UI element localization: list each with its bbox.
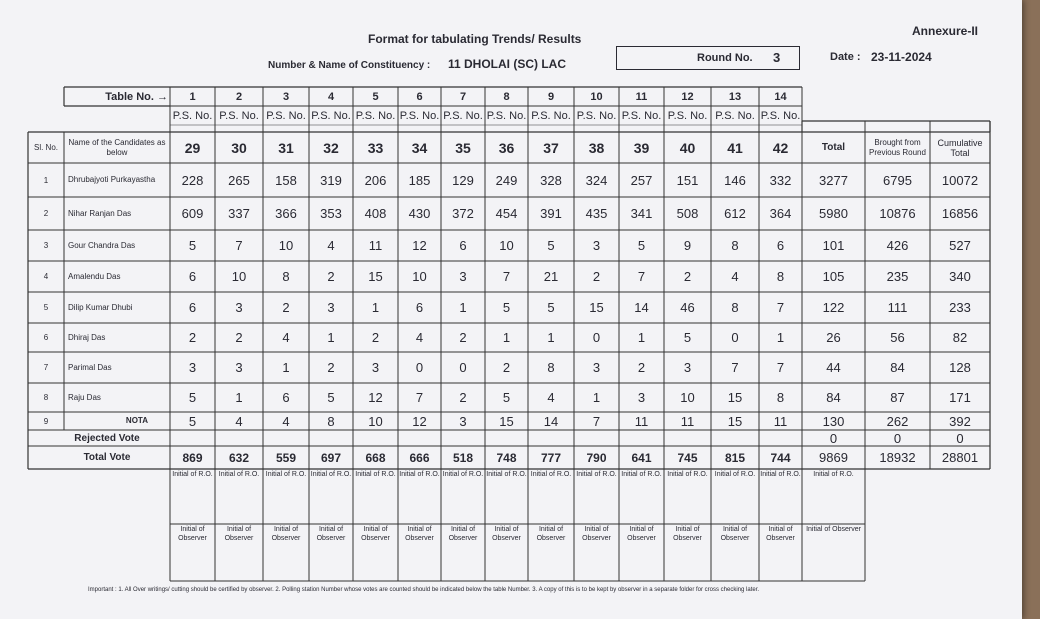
rejected-brought: 0 bbox=[893, 430, 902, 446]
row-total: 101 bbox=[822, 238, 845, 253]
vote-count: 7 bbox=[502, 269, 511, 284]
ps-no-label: P.S. No. bbox=[311, 109, 351, 122]
sl-no: 6 bbox=[43, 333, 49, 342]
table-number: 3 bbox=[282, 90, 290, 103]
vote-count: 6 bbox=[415, 300, 424, 315]
vote-count: 8 bbox=[547, 360, 555, 375]
initial-observer: Initial of Observer bbox=[361, 526, 390, 542]
constituency-label: Number & Name of Constituency : bbox=[268, 60, 431, 71]
row-total: 130 bbox=[822, 413, 845, 429]
table-number: 4 bbox=[327, 90, 335, 103]
table-total-vote: 559 bbox=[275, 450, 297, 465]
table-number: 7 bbox=[459, 90, 467, 103]
vote-count: 366 bbox=[275, 206, 297, 221]
row-total: 5980 bbox=[819, 206, 848, 221]
vote-count: 1 bbox=[502, 330, 511, 345]
vote-count: 5 bbox=[502, 300, 511, 315]
ps-number: 36 bbox=[498, 139, 515, 156]
vote-count: 337 bbox=[228, 206, 250, 221]
ps-number: 38 bbox=[588, 139, 605, 156]
vote-count: 10 bbox=[231, 269, 247, 284]
initial-ro: Initial of R.O. bbox=[310, 471, 352, 478]
vote-count: 3 bbox=[371, 360, 380, 375]
initial-ro: Initial of R.O. bbox=[442, 471, 484, 478]
brought-header: Brought from Previous Round bbox=[869, 137, 926, 157]
vote-count: 11 bbox=[634, 413, 649, 429]
vote-count: 8 bbox=[327, 413, 335, 429]
table-no-label: Table No. → bbox=[105, 90, 168, 103]
vote-count: 257 bbox=[630, 172, 653, 188]
cumulative-total: 527 bbox=[949, 238, 971, 253]
ps-no-label: P.S. No. bbox=[760, 109, 801, 122]
date-label: Date : bbox=[830, 51, 861, 63]
initial-ro: Initial of R.O. bbox=[265, 471, 307, 478]
grand-brought: 18932 bbox=[879, 450, 916, 465]
ps-no-label: P.S. No. bbox=[399, 109, 440, 122]
vote-count: 14 bbox=[634, 300, 649, 315]
total-vote-label: Total Vote bbox=[83, 452, 131, 463]
vote-count: 5 bbox=[547, 300, 555, 315]
table-number: 13 bbox=[728, 90, 742, 103]
vote-count: 5 bbox=[188, 413, 197, 429]
vote-count: 408 bbox=[364, 206, 387, 221]
brought-forward: 235 bbox=[886, 269, 909, 284]
annexure-label: Annexure-II bbox=[912, 24, 979, 38]
vote-count: 6 bbox=[188, 300, 197, 315]
vote-count: 15 bbox=[727, 390, 743, 405]
vote-count: 8 bbox=[776, 390, 785, 405]
candidate-name: Dilip Kumar Dhubi bbox=[68, 302, 133, 312]
ps-no-label: P.S. No. bbox=[576, 109, 617, 122]
vote-count: 151 bbox=[676, 172, 699, 188]
ps-no-label: P.S. No. bbox=[715, 109, 755, 122]
row-total: 122 bbox=[822, 300, 845, 315]
table-number: 1 bbox=[189, 90, 196, 103]
ps-no-label: P.S. No. bbox=[266, 109, 306, 122]
vote-count: 3 bbox=[327, 300, 335, 315]
initial-ro: Initial of R.O. bbox=[172, 471, 213, 478]
table-total-vote: 668 bbox=[365, 450, 386, 465]
candidate-name-header: Name of the Candidates as below bbox=[68, 137, 166, 157]
vote-count: 8 bbox=[731, 238, 739, 253]
ps-number: 39 bbox=[633, 139, 650, 156]
initial-observer: Initial of Observer bbox=[536, 526, 566, 542]
grand-total: 9869 bbox=[819, 450, 848, 465]
candidate-name: Dhrubajyoti Purkayastha bbox=[68, 175, 156, 184]
sl-no: 5 bbox=[43, 303, 49, 312]
table-total-vote: 815 bbox=[724, 450, 746, 465]
ps-no-label: P.S. No. bbox=[172, 109, 213, 122]
vote-count: 14 bbox=[543, 413, 559, 429]
vote-count: 3 bbox=[188, 360, 197, 375]
vote-count: 46 bbox=[680, 300, 695, 315]
vote-count: 11 bbox=[368, 238, 383, 253]
vote-count: 4 bbox=[235, 413, 243, 429]
vote-count: 12 bbox=[412, 238, 427, 253]
vote-count: 4 bbox=[327, 238, 335, 253]
vote-count: 7 bbox=[637, 269, 646, 284]
vote-count: 185 bbox=[408, 172, 431, 188]
ps-no-label: P.S. No. bbox=[621, 109, 662, 122]
cumulative-total: 340 bbox=[949, 269, 971, 284]
candidate-name: Amalendu Das bbox=[68, 271, 121, 281]
ps-no-label: P.S. No. bbox=[355, 109, 396, 122]
cumulative-header: Cumulative Total bbox=[937, 137, 983, 158]
vote-count: 2 bbox=[502, 360, 511, 375]
total-header: Total bbox=[821, 141, 846, 153]
vote-count: 6 bbox=[776, 238, 785, 253]
vote-count: 10 bbox=[499, 238, 514, 253]
vote-count: 1 bbox=[371, 300, 380, 315]
vote-count: 609 bbox=[181, 206, 204, 221]
sl-no: 7 bbox=[43, 363, 49, 372]
vote-count: 1 bbox=[637, 330, 646, 345]
ps-no-label: P.S. No. bbox=[443, 109, 483, 122]
vote-count: 3 bbox=[235, 360, 243, 375]
initial-observer: Initial of Observer bbox=[766, 526, 795, 542]
vote-count: 2 bbox=[371, 330, 380, 345]
sl-no-header: Sl. No. bbox=[33, 143, 58, 152]
vote-count: 319 bbox=[320, 172, 342, 188]
initial-observer: Initial of Observer bbox=[405, 526, 434, 542]
vote-count: 158 bbox=[275, 172, 297, 188]
vote-count: 1 bbox=[327, 330, 335, 345]
vote-count: 5 bbox=[502, 390, 511, 405]
initial-ro: Initial of R.O. bbox=[355, 471, 396, 478]
vote-count: 146 bbox=[724, 172, 746, 188]
vote-count: 3 bbox=[459, 269, 467, 284]
rejected-cumulative: 0 bbox=[956, 430, 964, 446]
cumulative-total: 128 bbox=[949, 360, 971, 375]
cumulative-total: 82 bbox=[952, 330, 968, 345]
ps-number: 41 bbox=[727, 139, 743, 156]
cumulative-total: 16856 bbox=[941, 206, 979, 221]
round-value: 3 bbox=[773, 50, 781, 65]
initial-observer: Initial of Observer bbox=[178, 526, 207, 542]
vote-count: 6 bbox=[459, 238, 467, 253]
vote-count: 8 bbox=[282, 269, 290, 284]
initial-observer: Initial of Observer bbox=[627, 526, 656, 542]
vote-count: 3 bbox=[683, 360, 692, 375]
vote-count: 8 bbox=[731, 300, 739, 315]
date-value: 23-11-2024 bbox=[871, 50, 932, 64]
round-label: Round No. bbox=[697, 52, 753, 64]
ps-number: 34 bbox=[411, 139, 428, 156]
vote-count: 12 bbox=[368, 390, 383, 405]
sl-no: 4 bbox=[43, 272, 49, 281]
brought-forward: 262 bbox=[886, 413, 909, 429]
initial-observer: Initial of Observer bbox=[316, 526, 346, 542]
vote-count: 0 bbox=[459, 360, 467, 375]
vote-count: 3 bbox=[235, 300, 243, 315]
sl-no: 1 bbox=[43, 175, 49, 185]
table-number: 10 bbox=[590, 90, 603, 103]
brought-forward: 84 bbox=[890, 360, 905, 375]
initial-ro: Initial of R.O. bbox=[667, 471, 708, 478]
table-total-vote: 869 bbox=[182, 450, 203, 465]
table-total-vote: 697 bbox=[320, 450, 342, 465]
vote-count: 1 bbox=[459, 300, 467, 315]
vote-count: 249 bbox=[495, 172, 518, 188]
vote-count: 2 bbox=[683, 269, 692, 284]
row-total: 105 bbox=[822, 269, 845, 284]
cumulative-total: 233 bbox=[949, 300, 971, 315]
sl-no: 2 bbox=[43, 209, 49, 218]
vote-count: 4 bbox=[282, 330, 290, 345]
brought-forward: 87 bbox=[890, 390, 905, 405]
grand-cumulative: 28801 bbox=[941, 450, 979, 465]
vote-count: 2 bbox=[459, 390, 467, 405]
vote-count: 4 bbox=[547, 390, 555, 405]
vote-count: 6 bbox=[282, 390, 290, 405]
ps-no-label: P.S. No. bbox=[531, 109, 571, 122]
vote-count: 3 bbox=[637, 390, 646, 405]
vote-count: 4 bbox=[731, 269, 739, 284]
table-total-vote: 666 bbox=[409, 450, 430, 465]
vote-count: 4 bbox=[282, 413, 290, 429]
initial-ro: Initial of R.O. bbox=[399, 471, 440, 478]
vote-count: 454 bbox=[495, 206, 518, 221]
vote-count: 0 bbox=[415, 360, 424, 375]
row-total: 3277 bbox=[819, 172, 848, 188]
initial-ro: Initial of R.O. bbox=[760, 471, 801, 478]
vote-count: 324 bbox=[585, 172, 608, 188]
vote-count: 2 bbox=[235, 330, 243, 345]
initial-ro: Initial of R.O. bbox=[218, 471, 260, 478]
ps-number: 31 bbox=[278, 139, 294, 156]
initial-ro: Initial of R.O. bbox=[714, 471, 756, 478]
vote-count: 391 bbox=[540, 206, 562, 221]
vote-count: 5 bbox=[188, 390, 197, 405]
table-total-vote: 790 bbox=[586, 450, 607, 465]
ps-no-label: P.S. No. bbox=[219, 109, 259, 122]
ps-number: 29 bbox=[184, 139, 201, 156]
vote-count: 7 bbox=[731, 360, 739, 375]
vote-count: 7 bbox=[776, 300, 785, 315]
table-number: 9 bbox=[547, 90, 555, 103]
vote-count: 364 bbox=[769, 206, 792, 221]
vote-count: 129 bbox=[452, 172, 474, 188]
vote-count: 612 bbox=[724, 206, 746, 221]
initial-ro: Initial of R.O. bbox=[576, 471, 617, 478]
initial-observer: Initial of Observer bbox=[806, 526, 861, 533]
brought-forward: 10876 bbox=[879, 206, 916, 221]
ps-number: 32 bbox=[323, 139, 339, 156]
vote-count: 341 bbox=[630, 206, 653, 221]
table-total-vote: 744 bbox=[770, 450, 791, 465]
vote-count: 1 bbox=[235, 390, 243, 405]
ps-number: 33 bbox=[367, 139, 384, 156]
brought-forward: 111 bbox=[887, 300, 908, 315]
vote-count: 11 bbox=[680, 413, 695, 429]
vote-count: 9 bbox=[683, 238, 692, 253]
vote-count: 1 bbox=[282, 360, 290, 375]
rejected-total: 0 bbox=[829, 430, 838, 446]
vote-count: 10 bbox=[278, 238, 294, 253]
row-total: 26 bbox=[826, 330, 841, 345]
cumulative-total: 392 bbox=[949, 413, 971, 429]
vote-count: 5 bbox=[637, 238, 646, 253]
vote-count: 4 bbox=[415, 330, 424, 345]
initial-ro: Initial of R.O. bbox=[813, 471, 854, 478]
vote-count: 15 bbox=[727, 413, 743, 429]
vote-count: 3 bbox=[459, 413, 467, 429]
initial-observer: Initial of Observer bbox=[582, 526, 611, 542]
table-number: 8 bbox=[503, 90, 510, 103]
table-total-vote: 748 bbox=[496, 450, 517, 465]
ps-number: 42 bbox=[772, 139, 789, 156]
initial-ro: Initial of R.O. bbox=[530, 471, 572, 478]
vote-count: 2 bbox=[327, 269, 335, 284]
rejected-label: Rejected Vote bbox=[74, 432, 140, 444]
vote-count: 7 bbox=[592, 413, 601, 429]
sl-no: 3 bbox=[43, 241, 49, 250]
cumulative-total: 10072 bbox=[941, 172, 979, 188]
row-total: 84 bbox=[826, 390, 841, 405]
ps-number: 40 bbox=[679, 139, 696, 156]
vote-count: 2 bbox=[459, 330, 467, 345]
vote-count: 2 bbox=[592, 269, 601, 284]
vote-count: 2 bbox=[327, 360, 335, 375]
vote-count: 15 bbox=[368, 269, 383, 284]
candidate-name: Parimal Das bbox=[68, 362, 112, 372]
initial-ro: Initial of R.O. bbox=[486, 471, 527, 478]
ps-no-label: P.S. No. bbox=[486, 109, 527, 122]
vote-count: 1 bbox=[776, 330, 785, 345]
vote-count: 12 bbox=[412, 413, 427, 429]
vote-count: 328 bbox=[540, 172, 562, 188]
vote-count: 3 bbox=[592, 360, 601, 375]
table-number: 5 bbox=[372, 90, 379, 103]
ps-no-label: P.S. No. bbox=[667, 109, 708, 122]
important-note: Important : 1. All Over writings/ cutting should be certified by observer. 2. Polling station Number whose votes are counted should be indicated below the table Number. 3. A copy of this is to be kept by observer in a separate folder for cross checking later. bbox=[88, 587, 760, 593]
vote-count: 353 bbox=[320, 206, 342, 221]
vote-count: 372 bbox=[452, 206, 474, 221]
vote-count: 10 bbox=[412, 269, 427, 284]
sl-no: 9 bbox=[43, 416, 49, 426]
vote-count: 430 bbox=[408, 206, 431, 221]
table-number: 2 bbox=[235, 90, 243, 103]
initial-observer: Initial of Observer bbox=[224, 526, 254, 542]
candidate-name: Raju Das bbox=[68, 392, 101, 402]
initial-observer: Initial of Observer bbox=[271, 526, 301, 542]
ps-number: 37 bbox=[543, 139, 559, 156]
vote-count: 15 bbox=[499, 413, 514, 429]
initial-observer: Initial of Observer bbox=[492, 526, 521, 542]
vote-count: 7 bbox=[776, 360, 785, 375]
table-number: 11 bbox=[635, 90, 648, 103]
vote-count: 5 bbox=[683, 330, 692, 345]
cumulative-total: 171 bbox=[949, 390, 971, 405]
initial-ro: Initial of R.O. bbox=[621, 471, 662, 478]
sheet-title: Format for tabulating Trends/ Results bbox=[368, 32, 582, 46]
table-total-vote: 745 bbox=[677, 450, 698, 465]
initial-observer: Initial of Observer bbox=[448, 526, 478, 542]
vote-count: 0 bbox=[592, 330, 601, 345]
vote-count: 5 bbox=[547, 238, 555, 253]
table-number: 14 bbox=[774, 90, 787, 103]
vote-count: 5 bbox=[188, 238, 197, 253]
vote-count: 3 bbox=[592, 238, 601, 253]
vote-count: 2 bbox=[282, 300, 290, 315]
vote-count: 11 bbox=[773, 413, 788, 429]
vote-count: 10 bbox=[368, 413, 383, 429]
vote-count: 5 bbox=[327, 390, 335, 405]
vote-count: 508 bbox=[676, 206, 699, 221]
initial-observer: Initial of Observer bbox=[673, 526, 702, 542]
vote-count: 10 bbox=[680, 390, 695, 405]
brought-forward: 426 bbox=[886, 238, 909, 253]
table-number: 6 bbox=[416, 90, 423, 103]
initial-observer: Initial of Observer bbox=[720, 526, 750, 542]
vote-count: 1 bbox=[547, 330, 555, 345]
table-total-vote: 632 bbox=[228, 450, 250, 465]
ps-number: 30 bbox=[231, 139, 247, 156]
candidate-name: NOTA bbox=[125, 416, 148, 425]
table-number: 12 bbox=[681, 90, 694, 103]
constituency-value: 11 DHOLAI (SC) LAC bbox=[448, 57, 567, 71]
candidate-name: Nihar Ranjan Das bbox=[68, 208, 132, 218]
vote-count: 206 bbox=[364, 172, 387, 188]
brought-forward: 6795 bbox=[883, 172, 912, 188]
vote-count: 6 bbox=[188, 269, 197, 284]
vote-count: 265 bbox=[228, 172, 250, 188]
vote-count: 7 bbox=[235, 238, 243, 253]
table-total-vote: 777 bbox=[540, 450, 562, 465]
vote-count: 2 bbox=[637, 360, 646, 375]
vote-count: 15 bbox=[589, 300, 604, 315]
candidate-name: Dhiraj Das bbox=[68, 332, 106, 342]
vote-count: 2 bbox=[188, 330, 197, 345]
vote-count: 1 bbox=[592, 390, 601, 405]
table-total-vote: 518 bbox=[452, 450, 474, 465]
table-total-vote: 641 bbox=[631, 450, 652, 465]
vote-count: 8 bbox=[776, 269, 785, 284]
vote-count: 0 bbox=[731, 330, 739, 345]
vote-count: 228 bbox=[181, 172, 204, 188]
brought-forward: 56 bbox=[890, 330, 905, 345]
ps-number: 35 bbox=[455, 139, 471, 156]
vote-count: 332 bbox=[769, 172, 792, 188]
candidate-name: Gour Chandra Das bbox=[68, 240, 136, 250]
vote-count: 435 bbox=[585, 206, 608, 221]
row-total: 44 bbox=[826, 360, 841, 375]
vote-count: 21 bbox=[543, 269, 559, 284]
vote-count: 7 bbox=[415, 390, 424, 405]
sl-no: 8 bbox=[43, 393, 49, 402]
